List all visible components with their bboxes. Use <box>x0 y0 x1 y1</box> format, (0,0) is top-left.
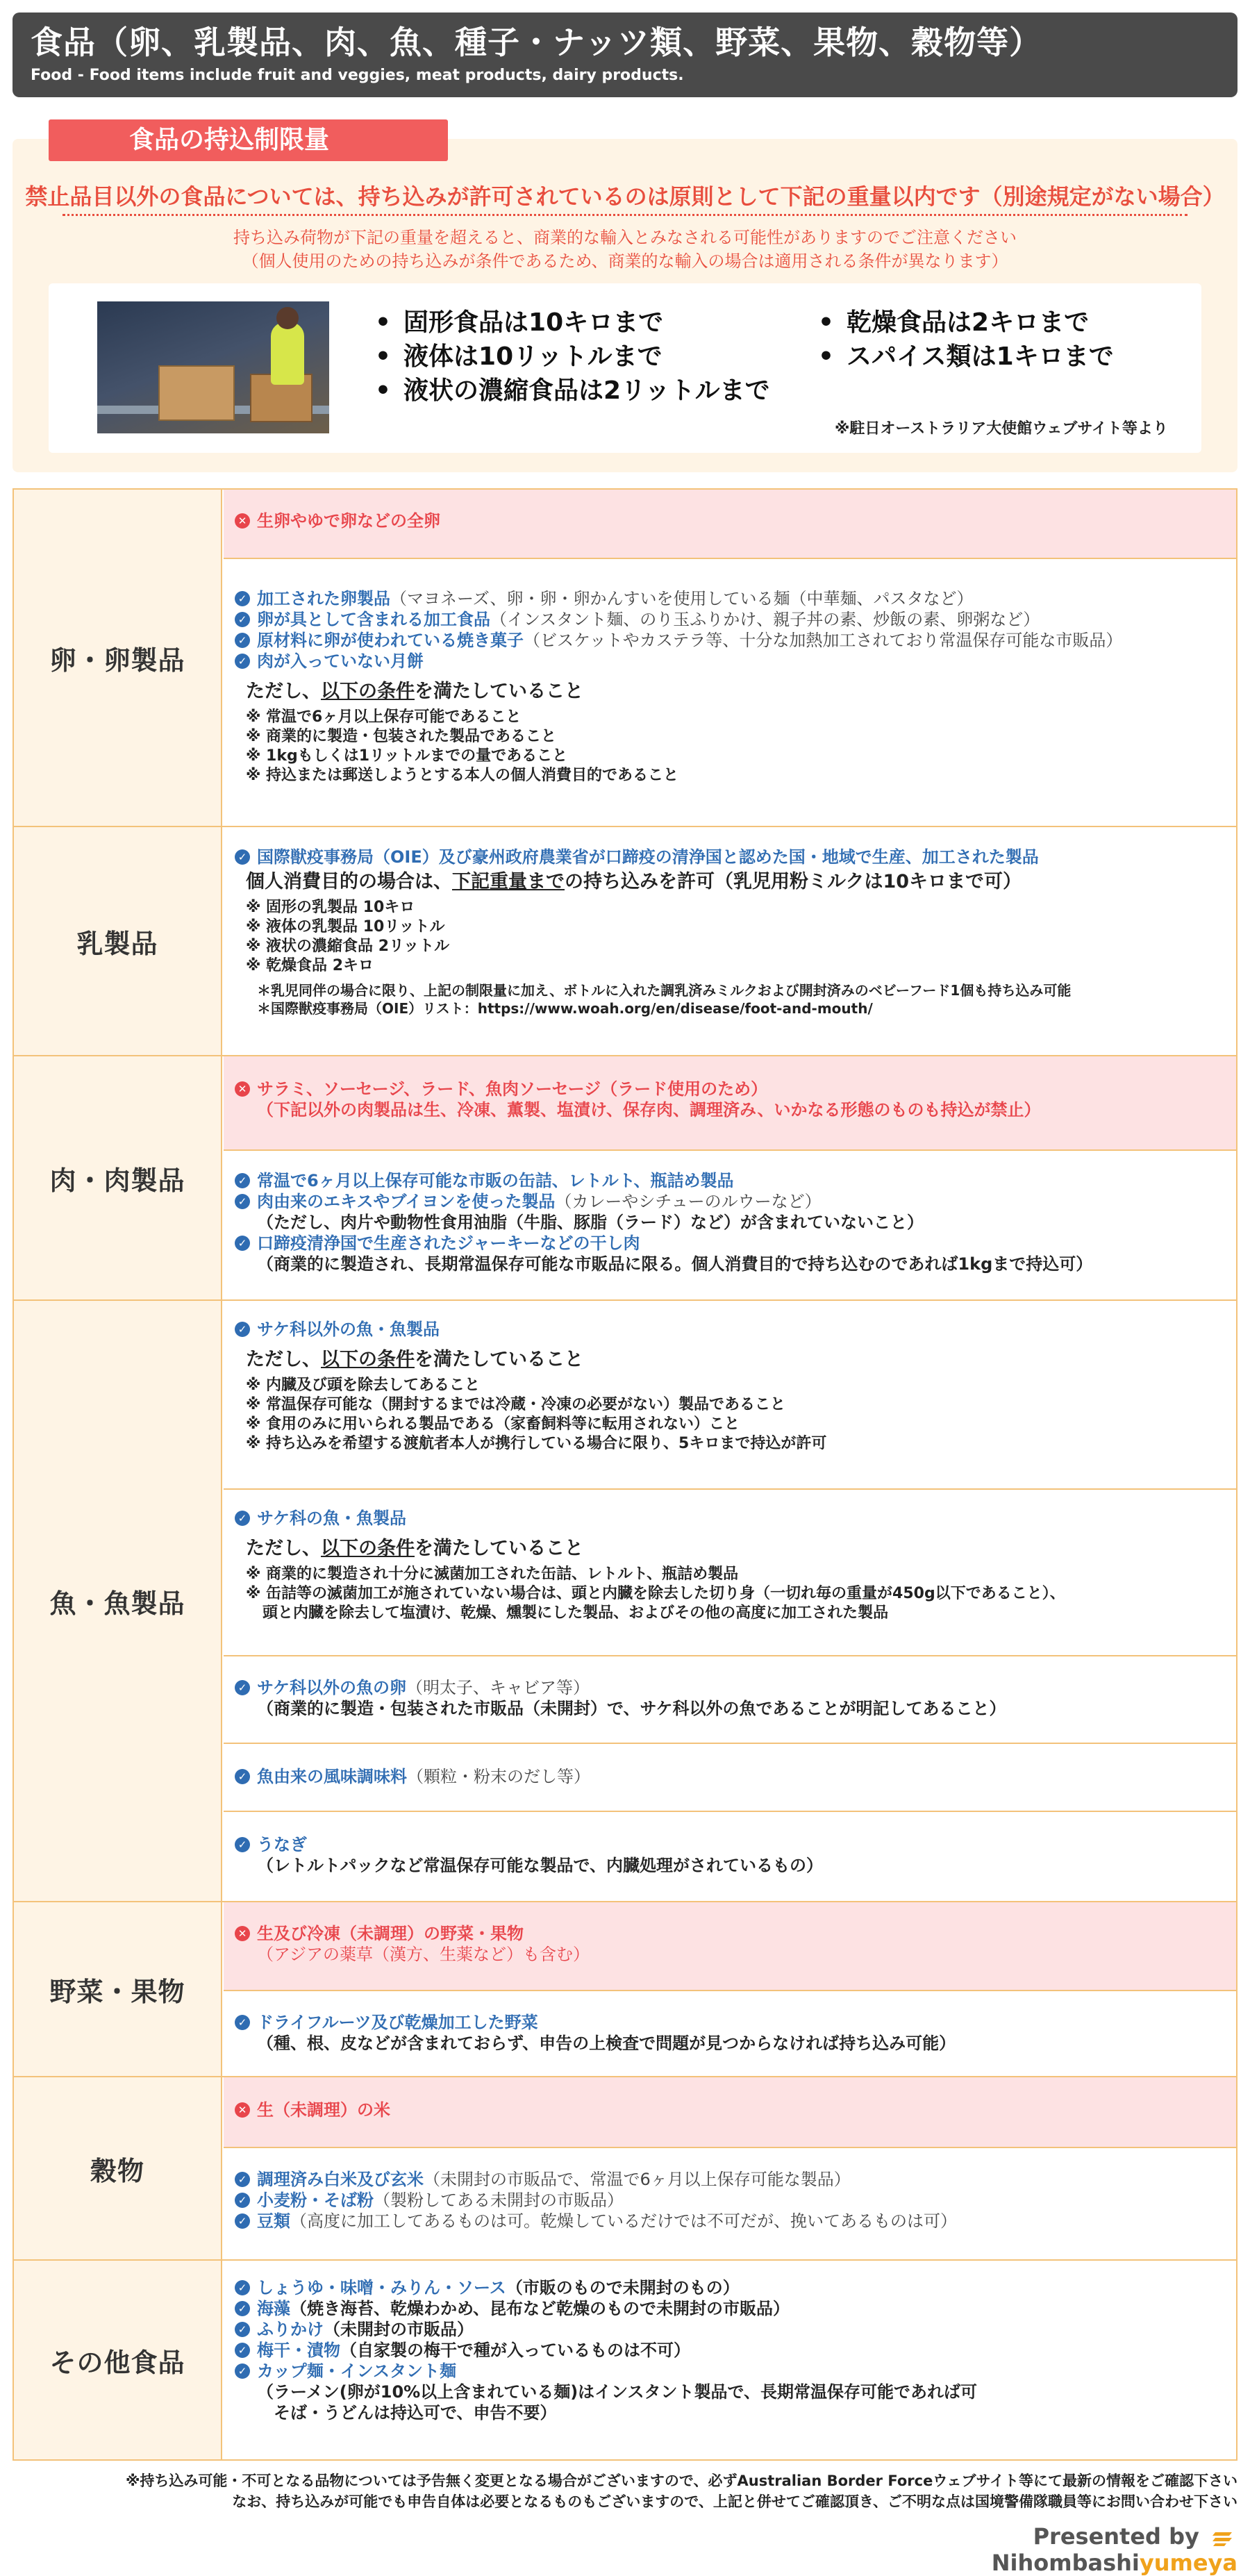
list-item: ✓ カップ麺・インスタント麺 <box>235 2361 1225 2382</box>
limits-badge: 食品の持込制限量 <box>49 119 448 161</box>
limits-card <box>49 283 1201 453</box>
condition-heading: ただし、以下の条件を満たしていること <box>246 681 583 702</box>
item-note: （種、根、皮などが含まれておらず、申告の上検査で問題が見つからなければ持ち込み可能） <box>257 2034 956 2053</box>
allowed-icon: ✓ <box>235 2343 250 2358</box>
meat-prohibited: ✕ サラミ、ソーセージ、ラード、魚肉ソーセージ（ラード使用のため） （下記以外の肉製品は生、冷凍、薫製、塩漬け、保存肉、調理済み、いかなる形態のものも持込が禁止） <box>224 1056 1236 1149</box>
allowed-icon: ✓ <box>235 849 250 865</box>
allowed-icon: ✓ <box>235 1173 250 1188</box>
limit-item: • 乾燥食品は2キロまで <box>818 306 1114 340</box>
fish-block-1 <box>224 1301 1236 1488</box>
limits-note-1: 持ち込み荷物が下記の重量を超えると、商業的な輸入とみなされる可能性がありますのでご注意ください <box>233 228 1017 247</box>
list-item: ✓ サケ科の魚・魚製品 <box>235 1508 1225 1529</box>
condition-note: ※ 持ち込みを希望する渡航者本人が携行している場合に限り、5キロまで持込が許可 <box>246 1435 827 1452</box>
list-item: ✓ 調理済み白米及び玄米（未開封の市販品で、常温で6ヶ月以上保存可能な製品） <box>235 2169 1225 2190</box>
list-item: ✓ ふりかけ（未開封の市販品） <box>235 2319 1225 2340</box>
fish-block-2 <box>224 1488 1236 1655</box>
allowed-icon: ✓ <box>235 1837 250 1852</box>
allowed-icon: ✓ <box>235 633 250 648</box>
list-item: ✓ 国際獣疫事務局（OIE）及び豪州政府農業省が口蹄疫の清浄国と認めた国・地域で生産、加工された製品 <box>235 847 1225 867</box>
list-item: ✓ 梅干・漬物（自家製の梅干で種が入っているものは不可） <box>235 2340 1225 2361</box>
egg-allowed <box>224 558 1236 826</box>
item-note: （商業的に製造され、長期常温保存可能な市販品に限る。個人消費目的で持ち込むのであれば1kgまで持込可） <box>257 1254 1093 1274</box>
footer-note-1: ※持ち込み可能・不可となる品物については予告無く変更となる場合がございますので、必ずAustralian Border Forceウェブサイト等にて最新の情報をご確認下さい <box>125 2473 1238 2489</box>
limits-divider <box>62 214 1188 216</box>
brand-name-a: Nihombashi <box>991 2550 1140 2576</box>
allowed-icon: ✓ <box>235 1511 250 1526</box>
condition-note: ※ 持込または郵送しようとする本人の個人消費目的であること <box>246 767 679 784</box>
prohibited-icon: ✕ <box>235 1081 250 1097</box>
brand-name-b: yumeya <box>1139 2550 1238 2576</box>
limits-lead: 禁止品目以外の食品については、持ち込みが許可されているのは原則として下記の重量以内です（別途規定がない場合） <box>25 183 1225 210</box>
row-fish <box>14 1299 1236 1901</box>
allowed-icon: ✓ <box>235 2213 250 2229</box>
list-item: ✓ ドライフルーツ及び乾燥加工した野菜 <box>235 2012 1225 2033</box>
condition-note: ※ 液体の乳製品 10リットル <box>246 918 445 936</box>
condition-note: 頭と内臓を除去して塩漬け、乾燥、燻製にした製品、およびその他の高度に加工された製品 <box>262 1604 889 1622</box>
row-other <box>14 2259 1236 2459</box>
list-item: ✓ 肉由来のエキスやブイヨンを使った製品（カレーやシチューのルウーなど） <box>235 1191 1225 1212</box>
allowed-icon: ✓ <box>235 591 250 606</box>
allowed-icon: ✓ <box>235 612 250 627</box>
category-meat: 肉・肉製品 <box>14 1056 222 1299</box>
condition-note: ※ 商業的に製造・包装された製品であること <box>246 728 557 745</box>
condition-note: ※ 固形の乳製品 10キロ <box>246 899 415 916</box>
veg-allowed <box>224 1990 1236 2077</box>
condition-note: ※ 商業的に製造され十分に滅菌加工された缶詰、レトルト、瓶詰め製品 <box>246 1565 739 1583</box>
egg-prohibited: ✕ 生卵やゆで卵などの全卵 <box>224 490 1236 558</box>
limit-item: • スパイス類は1キロまで <box>818 340 1114 374</box>
list-item: ✓ 常温で6ヶ月以上保存可能な市販の缶詰、レトルト、瓶詰め製品 <box>235 1170 1225 1191</box>
condition-note: ※ 常温保存可能な（開封するまでは冷蔵・冷凍の必要がない）製品であること <box>246 1396 786 1413</box>
allowed-icon: ✓ <box>235 2280 250 2295</box>
row-egg <box>14 490 1236 826</box>
condition-heading: ただし、以下の条件を満たしていること <box>246 1538 583 1559</box>
fish-block-3 <box>224 1655 1236 1743</box>
allowed-icon: ✓ <box>235 654 250 669</box>
prohibited-note: （アジアの薬草（漢方、生薬など）も含む） <box>257 1945 590 1964</box>
condition-note: ※ 食用のみに用いられる製品である（家畜飼料等に転用されない）こと <box>246 1415 740 1433</box>
category-dairy: 乳製品 <box>14 827 222 1055</box>
brand-logo-icon <box>1211 2529 1233 2546</box>
other-allowed <box>224 2261 1236 2459</box>
condition-heading: ただし、以下の条件を満たしていること <box>246 1349 583 1370</box>
fish-block-5 <box>224 1811 1236 1901</box>
allowed-icon: ✓ <box>235 1236 250 1251</box>
row-grain <box>14 2076 1236 2259</box>
dairy-allowed <box>224 827 1236 1055</box>
row-dairy <box>14 826 1236 1055</box>
category-vegetables: 野菜・果物 <box>14 1902 222 2076</box>
page-subtitle: Food - Food items include fruit and veggies, meat products, dairy products. <box>31 67 684 84</box>
row-meat <box>14 1055 1236 1299</box>
allowed-icon: ✓ <box>235 2322 250 2337</box>
item-note: そば・うどんは持込可で、申告不要） <box>274 2403 557 2423</box>
condition-note: ※ 常温で6ヶ月以上保存可能であること <box>246 708 522 726</box>
prohibited-icon: ✕ <box>235 2102 250 2118</box>
list-item: ✓ 豆類（高度に加工してあるものは可。乾燥しているだけでは不可だが、挽いてあるものは可） <box>235 2211 1225 2232</box>
limits-list-left <box>375 306 770 408</box>
limit-item: • 液体は10リットルまで <box>375 340 770 374</box>
condition-note: ※ 液状の濃縮食品 2リットル <box>246 938 450 955</box>
prohibited-icon: ✕ <box>235 513 250 529</box>
prohibited-note: （下記以外の肉製品は生、冷凍、薫製、塩漬け、保存肉、調理済み、いかなる形態のものも持込が禁止） <box>257 1100 1041 1120</box>
list-item: ✓ しょうゆ・味噌・みりん・ソース（市販のもので未開封のもの） <box>235 2277 1225 2298</box>
allowed-icon: ✓ <box>235 2015 250 2030</box>
category-egg: 卵・卵製品 <box>14 490 222 826</box>
item-note: （商業的に製造・包装された市販品（未開封）で、サケ科以外の魚であることが明記してあること） <box>257 1699 1006 1718</box>
item-note: （ラーメン(卵が10%以上含まれている麺)はインスタント製品で、長期常温保存可能であれば可 <box>257 2382 977 2402</box>
list-item: ✓ 卵が具として含まれる加工食品（インスタント麺、のり玉ふりかけ、親子丼の素、炒飯の素、卵粥など） <box>235 609 1225 630</box>
list-item: ✓ 加工された卵製品（マヨネーズ、卵・卵・卵かんすいを使用している麺（中華麺、パスタなど） <box>235 588 1225 609</box>
allowed-icon: ✓ <box>235 1769 250 1784</box>
presented-by-label: Presented by <box>1033 2523 1199 2550</box>
veg-prohibited: ✕ 生及び冷凍（未調理）の野菜・果物 （アジアの薬草（漢方、生薬など）も含む） <box>224 1902 1236 1990</box>
list-item: ✓ 口蹄疫清浄国で生産されたジャーキーなどの干し肉 <box>235 1233 1225 1254</box>
sub-note: ＊乳児同伴の場合に限り、上記の制限量に加え、ボトルに入れた調乳済みミルクおよび開封済みのベビーフード1個も持ち込み可能 <box>257 982 1072 999</box>
list-item: ✓ 原材料に卵が使われている焼き菓子（ビスケットやカステラ等、十分な加熱加工されており常温保存可能な市販品） <box>235 630 1225 651</box>
allowed-icon: ✓ <box>235 2301 250 2316</box>
page-header <box>12 13 1238 97</box>
category-other: その他食品 <box>14 2261 222 2459</box>
allowed-icon: ✓ <box>235 2172 250 2187</box>
allowed-icon: ✓ <box>235 1680 250 1695</box>
limit-item: • 液状の濃縮食品は2リットルまで <box>375 374 770 408</box>
list-item: ✓ うなぎ <box>235 1834 1225 1855</box>
grain-allowed <box>224 2147 1236 2261</box>
item-note: （レトルトパックなど常温保存可能な製品で、内臓処理がされているもの） <box>257 1856 824 1875</box>
list-item: ✓ サケ科以外の魚・魚製品 <box>235 1319 1225 1340</box>
limit-item: • 固形食品は10キロまで <box>375 306 770 340</box>
allowed-icon: ✓ <box>235 2363 250 2379</box>
row-vegetables <box>14 1901 1236 2076</box>
condition-note: ※ 缶詰等の滅菌加工が施されていない場合は、頭と内臓を除去した切り身（一切れ毎の重量が450g以下であること）、 <box>246 1585 1065 1602</box>
list-item: ✓ 海藻（焼き海苔、乾燥わかめ、昆布など乾燥のもので未開封の市販品） <box>235 2298 1225 2319</box>
meat-allowed <box>224 1149 1236 1301</box>
category-grain: 穀物 <box>14 2077 222 2259</box>
sub-note: ＊国際獣疫事務局（OIE）リスト：https://www.woah.org/en/disease/foot-and-mouth/ <box>257 1000 873 1017</box>
footer-note-2: なお、持ち込みが可能でも申告自体は必要となるものもございますので、上記と併せてご確認頂き、ご不明な点は国境警備隊職員等にお問い合わせ下さい <box>232 2493 1238 2510</box>
list-item: ✓ 魚由来の風味調味料（顆粒・粉末のだし等） <box>235 1766 1225 1787</box>
prohibited-icon: ✕ <box>235 1926 250 1941</box>
condition-note: ※ 内臓及び頭を除去してあること <box>246 1377 481 1394</box>
list-item: ✓ 小麦粉・そば粉（製粉してある未開封の市販品） <box>235 2190 1225 2211</box>
condition-note: ※ 乾燥食品 2キロ <box>246 957 374 974</box>
grain-prohibited: ✕ 生（未調理）の米 <box>224 2077 1236 2147</box>
food-table <box>12 488 1238 2461</box>
allowed-icon: ✓ <box>235 2193 250 2208</box>
baggage-photo <box>97 301 329 433</box>
fish-block-4 <box>224 1743 1236 1811</box>
limits-note-2: （個人使用のための持ち込みが条件であるため、商業的な輸入の場合は適用される条件が異なります） <box>242 251 1008 271</box>
allowed-icon: ✓ <box>235 1194 250 1209</box>
allowed-icon: ✓ <box>235 1322 250 1337</box>
brand-credit <box>806 2523 1238 2576</box>
condition-note: ※ 1kgもしくは1リットルまでの量であること <box>246 747 568 765</box>
condition-heading: 個人消費目的の場合は、下記重量までの持ち込みを許可（乳児用粉ミルクは10キロまで可） <box>246 871 1022 892</box>
category-fish: 魚・魚製品 <box>14 1301 222 1901</box>
limits-source: ※駐日オーストラリア大使館ウェブサイト等より <box>835 420 1168 438</box>
item-note: （ただし、肉片や動物性食用油脂（牛脂、豚脂（ラード）など）が含まれていないこと） <box>257 1213 924 1232</box>
list-item: ✓ サケ科以外の魚の卵（明太子、キャビア等） <box>235 1677 1225 1698</box>
limits-list-right <box>818 306 1114 374</box>
page-title: 食品（卵、乳製品、肉、魚、種子・ナッツ類、野菜、果物、穀物等） <box>31 24 1042 61</box>
list-item: ✓ 肉が入っていない月餅 <box>235 651 1225 672</box>
